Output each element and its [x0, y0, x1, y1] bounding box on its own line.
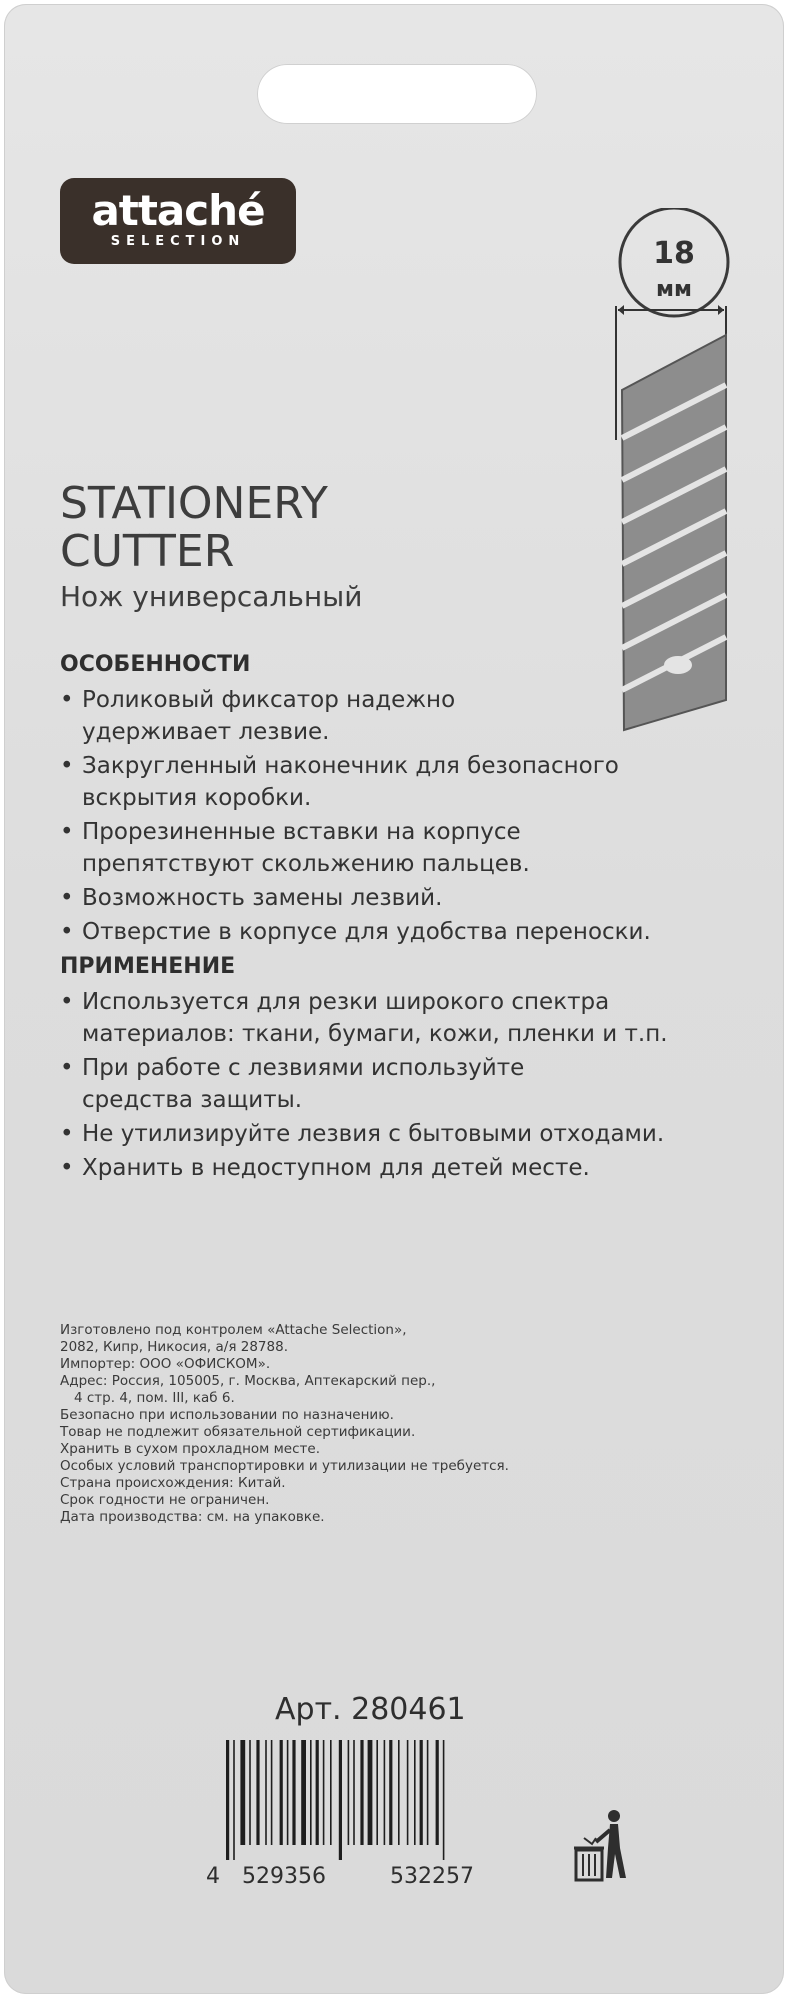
- barcode-bar: [398, 1740, 400, 1845]
- barcode-bar: [353, 1740, 355, 1845]
- barcode-bar: [414, 1740, 416, 1845]
- fine-print-line: Дата производства: см. на упаковке.: [60, 1509, 325, 1525]
- features-heading: ОСОБЕННОСТИ: [60, 652, 251, 677]
- barcode-bar: [256, 1740, 259, 1845]
- article-number: Арт. 280461: [275, 1692, 466, 1727]
- feature-item: • Возможность замены лезвий.: [60, 885, 443, 911]
- barcode-bar: [310, 1740, 312, 1845]
- barcode: [222, 1740, 522, 1860]
- fine-print-line: Безопасно при использовании по назначению.: [60, 1407, 394, 1423]
- barcode-bar: [420, 1740, 423, 1845]
- fine-print-line: Хранить в сухом прохладном месте.: [60, 1441, 321, 1457]
- trash-disposal-icon: [572, 1808, 632, 1884]
- fine-print-line: Изготовлено под контролем «Attache Selection»,: [60, 1322, 407, 1338]
- brand-name: attaché: [91, 186, 265, 235]
- usage-item: • Не утилизируйте лезвия с бытовыми отходами.: [60, 1121, 665, 1147]
- barcode-bar: [233, 1740, 235, 1860]
- feature-item: • Прорезиненные вставки на корпусе препятствуют скольжению пальцев.: [60, 819, 530, 877]
- barcode-bar: [407, 1740, 409, 1845]
- hang-hole: [257, 64, 537, 124]
- barcode-bar: [323, 1740, 325, 1845]
- usage-item: • Хранить в недоступном для детей месте.: [60, 1155, 590, 1181]
- feature-item: • Закругленный наконечник для безопасного вскрытия коробки.: [60, 753, 619, 811]
- size-unit: мм: [656, 277, 692, 302]
- product-title-line1: STATIONERY: [60, 478, 328, 529]
- barcode-bar: [384, 1740, 386, 1845]
- brand-sub: SELECTION: [110, 234, 246, 249]
- barcode-bar: [330, 1740, 332, 1845]
- fine-print-line: Товар не подлежит обязательной сертификации.: [60, 1424, 416, 1440]
- barcode-bar: [271, 1740, 273, 1845]
- barcode-bar: [316, 1740, 319, 1845]
- barcode-bar: [339, 1740, 342, 1860]
- barcode-bar: [389, 1740, 392, 1845]
- feature-item: • Отверстие в корпусе для удобства переноски.: [60, 919, 651, 945]
- barcode-bar: [301, 1740, 306, 1845]
- blade-illustration: [610, 300, 740, 740]
- fine-print-line: Страна происхождения: Китай.: [60, 1475, 286, 1491]
- barcode-bar: [292, 1740, 295, 1845]
- fine-print-line: Адрес: Россия, 105005, г. Москва, Аптекарский пер.,: [60, 1373, 436, 1389]
- barcode-bar: [240, 1740, 245, 1845]
- barcode-bar: [360, 1740, 363, 1845]
- fine-print-line: 2082, Кипр, Никосия, а/я 28788.: [60, 1339, 288, 1355]
- fine-print-line: Срок годности не ограничен.: [60, 1492, 270, 1508]
- barcode-digits-right: 532257: [390, 1864, 474, 1889]
- size-value: 18: [653, 236, 695, 271]
- barcode-bar: [287, 1740, 289, 1845]
- barcode-bar: [265, 1740, 267, 1845]
- barcode-bar: [427, 1740, 429, 1845]
- fine-print-line: 4 стр. 4, пом. III, каб 6.: [74, 1390, 235, 1406]
- product-title-line2: CUTTER: [60, 526, 235, 577]
- barcode-bar: [280, 1740, 283, 1845]
- barcode-digit-first: 4: [206, 1864, 220, 1889]
- usage-item: • Используется для резки широкого спектра материалов: ткани, бумаги, кожи, пленки и т.п.: [60, 989, 668, 1047]
- barcode-bar: [249, 1740, 251, 1845]
- barcode-bar: [436, 1740, 439, 1845]
- barcode-bar: [443, 1740, 445, 1860]
- feature-item: • Роликовый фиксатор надежно удерживает лезвие.: [60, 687, 456, 745]
- fine-print-line: Импортер: ООО «ОФИСКОМ».: [60, 1356, 271, 1372]
- fine-print-line: Особых условий транспортировки и утилизации не требуется.: [60, 1458, 509, 1474]
- barcode-bar: [368, 1740, 373, 1845]
- fine-print: [60, 1322, 580, 1526]
- usage-item: • При работе с лезвиями используйте средства защиты.: [60, 1055, 525, 1113]
- barcode-bar: [348, 1740, 350, 1845]
- barcode-bar: [226, 1740, 229, 1860]
- barcode-bar: [376, 1740, 378, 1845]
- product-subtitle: Нож универсальный: [60, 580, 363, 613]
- brand-logo: [60, 178, 296, 264]
- usage-heading: ПРИМЕНЕНИЕ: [60, 954, 236, 979]
- barcode-digits-left: 529356: [242, 1864, 326, 1889]
